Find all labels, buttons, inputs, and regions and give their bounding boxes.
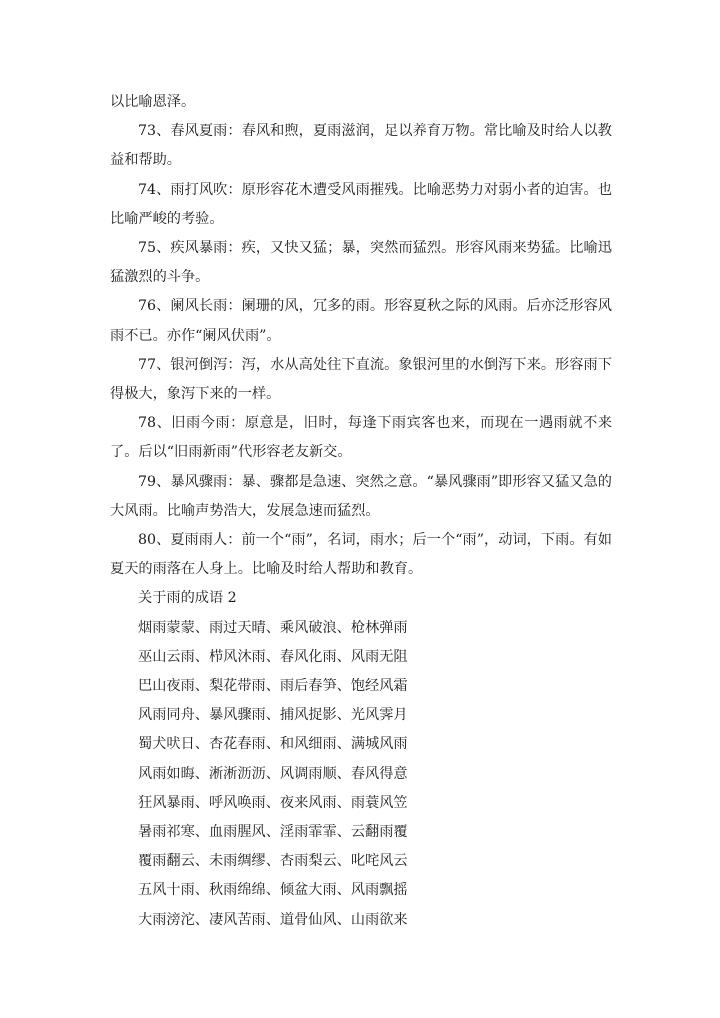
idiom-entry-77: 77、银河倒泻：泻，水从高处往下直流。象银河里的水倒泻下来。形容雨下得极大，象泻下来的一样。 — [110, 356, 612, 403]
idiom-line: 大雨滂沱、凄风苦雨、道骨仙风、山雨欲来 — [138, 911, 408, 928]
idiom-entry-78: 78、旧雨今雨：原意是，旧时，每逢下雨宾客也来，而现在一遇雨就不来了。后以“旧雨新雨”代形容老友新交。 — [110, 415, 612, 461]
idiom-line: 狂风暴雨、呼风唤雨、夜来风雨、雨蓑风笠 — [138, 794, 408, 811]
idiom-entry-80: 80、夏雨雨人：前一个“雨”，名词，雨水；后一个“雨”，动词，下雨。有如夏天的雨落在人身上。比喻及时给人帮助和教育。 — [110, 532, 612, 578]
idiom-line: 烟雨蒙蒙、雨过天晴、乘风破浪、枪林弹雨 — [138, 619, 408, 636]
idiom-line: 暑雨祁寒、血雨腥风、淫雨霏霏、云翻雨覆 — [138, 824, 408, 841]
idiom-line: 蜀犬吠日、杏花春雨、和风细雨、满城风雨 — [138, 736, 408, 753]
idiom-entry-76: 76、阑风长雨：阑珊的风，冗多的雨。形容夏秋之际的风雨。后亦泛形容风雨不已。亦作“阑风伏雨”。 — [110, 298, 612, 344]
idiom-entry-74: 74、雨打风吹：原形容花木遭受风雨摧残。比喻恶势力对弱小者的迫害。也比喻严峻的考验。 — [110, 181, 612, 227]
idiom-line: 巫山云雨、栉风沐雨、春风化雨、风雨无阻 — [138, 648, 408, 665]
idiom-entry-75: 75、疾风暴雨：疾，又快又猛；暴，突然而猛烈。形容风雨来势猛。比喻迅猛激烈的斗争。 — [110, 240, 612, 286]
idiom-line: 覆雨翻云、未雨绸缪、杏雨梨云、叱咤风云 — [138, 853, 408, 870]
idiom-line: 五风十雨、秋雨绵绵、倾盆大雨、风雨飘摇 — [138, 882, 408, 899]
idiom-entry-79: 79、暴风骤雨：暴、骤都是急速、突然之意。“暴风骤雨”即形容又猛又急的大风雨。比喻声势浩大，发展急速而猛烈。 — [110, 473, 612, 519]
idiom-line: 风雨同舟、暴风骤雨、捕风捉影、光风霁月 — [138, 707, 408, 724]
document-page — [110, 88, 612, 935]
section-title: 关于雨的成语 2 — [138, 590, 237, 607]
idiom-line: 风雨如晦、淅淅沥沥、风调雨顺、春风得意 — [138, 765, 408, 782]
idiom-line: 巴山夜雨、梨花带雨、雨后春笋、饱经风霜 — [138, 678, 408, 695]
continuation-text: 以比喻恩泽。 — [110, 94, 196, 110]
idiom-entry-73: 73、春风夏雨：春风和煦，夏雨滋润，足以养育万物。常比喻及时给人以教益和帮助。 — [110, 123, 612, 169]
